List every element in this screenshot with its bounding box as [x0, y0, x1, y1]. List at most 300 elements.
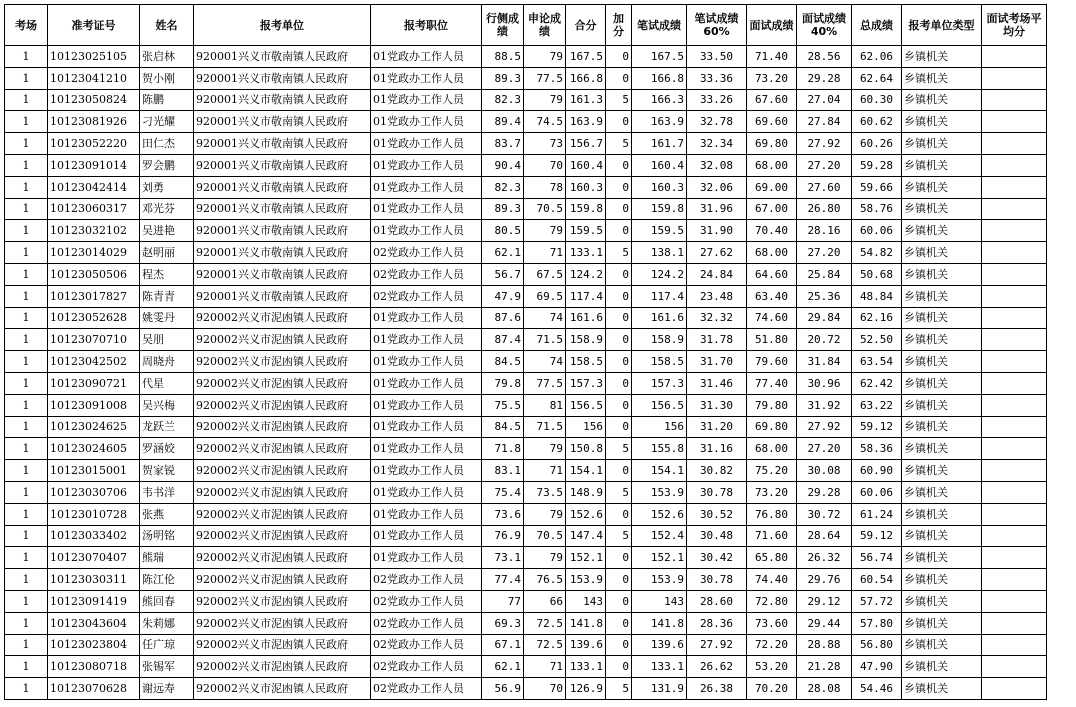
- cell-room-average: [982, 547, 1047, 569]
- header-total-score: 总成绩: [852, 5, 902, 46]
- cell-total-points: 143: [566, 590, 606, 612]
- header-unit-type: 报考单位类型: [902, 5, 982, 46]
- cell-interview-score-40: 31.92: [797, 394, 852, 416]
- cell-bonus-points: 0: [606, 176, 632, 198]
- cell-written-score: 152.6: [632, 503, 687, 525]
- cell-position: 02党政办工作人员: [371, 242, 482, 264]
- cell-admin-test-score: 62.1: [482, 656, 524, 678]
- cell-name: 周晓舟: [140, 351, 194, 373]
- cell-interview-score-40: 26.80: [797, 198, 852, 220]
- cell-written-score-60: 32.08: [687, 154, 747, 176]
- cell-admin-test-score: 67.1: [482, 634, 524, 656]
- cell-exam-room: 1: [5, 176, 48, 198]
- cell-bonus-points: 0: [606, 503, 632, 525]
- cell-exam-room: 1: [5, 154, 48, 176]
- cell-room-average: [982, 372, 1047, 394]
- cell-interview-score-40: 28.16: [797, 220, 852, 242]
- cell-unit: 920001兴义市敬南镇人民政府: [194, 67, 371, 89]
- cell-written-score-60: 23.48: [687, 285, 747, 307]
- cell-interview-score-40: 29.76: [797, 569, 852, 591]
- cell-name: 刘勇: [140, 176, 194, 198]
- cell-total-points: 153.9: [566, 569, 606, 591]
- cell-essay-score: 66: [524, 590, 566, 612]
- cell-admin-test-score: 84.5: [482, 416, 524, 438]
- cell-admin-test-score: 82.3: [482, 176, 524, 198]
- cell-total-points: 156.5: [566, 394, 606, 416]
- cell-position: 01党政办工作人员: [371, 481, 482, 503]
- table-row: [5, 329, 1047, 351]
- cell-bonus-points: 5: [606, 89, 632, 111]
- cell-written-score-60: 24.84: [687, 263, 747, 285]
- cell-written-score-60: 31.70: [687, 351, 747, 373]
- cell-written-score: 141.8: [632, 612, 687, 634]
- cell-interview-score-40: 27.84: [797, 111, 852, 133]
- cell-bonus-points: 0: [606, 220, 632, 242]
- table-row: [5, 634, 1047, 656]
- cell-interview-score-40: 30.72: [797, 503, 852, 525]
- cell-ticket-number: 10123091008: [48, 394, 140, 416]
- cell-unit-type: 乡镇机关: [902, 263, 982, 285]
- cell-total-points: 161.3: [566, 89, 606, 111]
- cell-total-points: 148.9: [566, 481, 606, 503]
- cell-written-score-60: 30.82: [687, 460, 747, 482]
- cell-ticket-number: 10123060317: [48, 198, 140, 220]
- table-row: [5, 525, 1047, 547]
- cell-name: 姚雯丹: [140, 307, 194, 329]
- cell-name: 罗涵姣: [140, 438, 194, 460]
- cell-exam-room: 1: [5, 547, 48, 569]
- cell-room-average: [982, 525, 1047, 547]
- cell-unit: 920002兴义市泥凼镇人民政府: [194, 656, 371, 678]
- cell-unit-type: 乡镇机关: [902, 67, 982, 89]
- cell-unit: 920001兴义市敬南镇人民政府: [194, 285, 371, 307]
- cell-ticket-number: 10123015001: [48, 460, 140, 482]
- cell-essay-score: 73.5: [524, 481, 566, 503]
- cell-unit-type: 乡镇机关: [902, 416, 982, 438]
- cell-interview-score: 68.00: [747, 242, 797, 264]
- cell-ticket-number: 10123081926: [48, 111, 140, 133]
- cell-admin-test-score: 90.4: [482, 154, 524, 176]
- cell-position: 01党政办工作人员: [371, 133, 482, 155]
- cell-unit: 920001兴义市敬南镇人民政府: [194, 89, 371, 111]
- cell-exam-room: 1: [5, 351, 48, 373]
- cell-total-points: 158.5: [566, 351, 606, 373]
- score-sheet: [4, 4, 1047, 700]
- cell-ticket-number: 10123070407: [48, 547, 140, 569]
- cell-exam-room: 1: [5, 394, 48, 416]
- cell-exam-room: 1: [5, 678, 48, 700]
- cell-interview-score-40: 28.88: [797, 634, 852, 656]
- cell-room-average: [982, 416, 1047, 438]
- table-row: [5, 372, 1047, 394]
- cell-total-points: 117.4: [566, 285, 606, 307]
- cell-unit: 920002兴义市泥凼镇人民政府: [194, 612, 371, 634]
- cell-room-average: [982, 656, 1047, 678]
- cell-bonus-points: 0: [606, 351, 632, 373]
- cell-written-score: 152.4: [632, 525, 687, 547]
- cell-ticket-number: 10123041210: [48, 67, 140, 89]
- cell-total-points: 161.6: [566, 307, 606, 329]
- cell-name: 田仁杰: [140, 133, 194, 155]
- cell-name: 朱莉娜: [140, 612, 194, 634]
- score-table: [4, 4, 1047, 700]
- cell-room-average: [982, 176, 1047, 198]
- table-row: [5, 590, 1047, 612]
- cell-written-score: 154.1: [632, 460, 687, 482]
- cell-ticket-number: 10123024605: [48, 438, 140, 460]
- cell-unit-type: 乡镇机关: [902, 351, 982, 373]
- cell-bonus-points: 5: [606, 678, 632, 700]
- cell-name: 吴朋: [140, 329, 194, 351]
- cell-total-score: 60.90: [852, 460, 902, 482]
- cell-room-average: [982, 329, 1047, 351]
- cell-written-score-60: 27.62: [687, 242, 747, 264]
- cell-total-score: 50.68: [852, 263, 902, 285]
- cell-name: 汤明铭: [140, 525, 194, 547]
- cell-unit: 920002兴义市泥凼镇人民政府: [194, 394, 371, 416]
- cell-interview-score-40: 21.28: [797, 656, 852, 678]
- cell-exam-room: 1: [5, 220, 48, 242]
- cell-interview-score: 71.60: [747, 525, 797, 547]
- cell-name: 龙跃兰: [140, 416, 194, 438]
- cell-total-score: 57.80: [852, 612, 902, 634]
- cell-essay-score: 79: [524, 89, 566, 111]
- cell-exam-room: 1: [5, 460, 48, 482]
- cell-written-score-60: 30.52: [687, 503, 747, 525]
- cell-interview-score: 65.80: [747, 547, 797, 569]
- cell-total-points: 152.1: [566, 547, 606, 569]
- cell-written-score: 124.2: [632, 263, 687, 285]
- cell-admin-test-score: 89.3: [482, 198, 524, 220]
- header-exam-room: 考场: [5, 5, 48, 46]
- cell-unit-type: 乡镇机关: [902, 525, 982, 547]
- cell-unit-type: 乡镇机关: [902, 394, 982, 416]
- cell-written-score-60: 31.30: [687, 394, 747, 416]
- cell-total-points: 159.5: [566, 220, 606, 242]
- cell-unit: 920001兴义市敬南镇人民政府: [194, 46, 371, 68]
- header-row: [5, 5, 1047, 46]
- cell-unit: 920002兴义市泥凼镇人民政府: [194, 438, 371, 460]
- cell-essay-score: 74: [524, 351, 566, 373]
- cell-room-average: [982, 678, 1047, 700]
- cell-interview-score-40: 27.04: [797, 89, 852, 111]
- cell-total-points: 124.2: [566, 263, 606, 285]
- table-row: [5, 111, 1047, 133]
- cell-essay-score: 77.5: [524, 67, 566, 89]
- cell-name: 邓光芬: [140, 198, 194, 220]
- cell-position: 01党政办工作人员: [371, 67, 482, 89]
- cell-interview-score-40: 27.60: [797, 176, 852, 198]
- cell-interview-score-40: 28.56: [797, 46, 852, 68]
- cell-written-score-60: 28.60: [687, 590, 747, 612]
- cell-essay-score: 70.5: [524, 198, 566, 220]
- cell-ticket-number: 10123032102: [48, 220, 140, 242]
- cell-total-score: 61.24: [852, 503, 902, 525]
- cell-ticket-number: 10123091014: [48, 154, 140, 176]
- table-row: [5, 438, 1047, 460]
- table-header: [5, 5, 1047, 46]
- cell-bonus-points: 0: [606, 656, 632, 678]
- cell-admin-test-score: 69.3: [482, 612, 524, 634]
- table-row: [5, 394, 1047, 416]
- cell-interview-score: 71.40: [747, 46, 797, 68]
- cell-room-average: [982, 111, 1047, 133]
- cell-unit-type: 乡镇机关: [902, 569, 982, 591]
- cell-room-average: [982, 590, 1047, 612]
- cell-exam-room: 1: [5, 416, 48, 438]
- cell-unit-type: 乡镇机关: [902, 285, 982, 307]
- cell-written-score: 166.8: [632, 67, 687, 89]
- cell-interview-score-40: 28.08: [797, 678, 852, 700]
- cell-interview-score-40: 29.12: [797, 590, 852, 612]
- cell-position: 02党政办工作人员: [371, 263, 482, 285]
- cell-position: 02党政办工作人员: [371, 285, 482, 307]
- cell-essay-score: 79: [524, 503, 566, 525]
- cell-interview-score-40: 27.20: [797, 242, 852, 264]
- table-row: [5, 307, 1047, 329]
- cell-unit: 920002兴义市泥凼镇人民政府: [194, 372, 371, 394]
- cell-total-points: 133.1: [566, 242, 606, 264]
- cell-unit-type: 乡镇机关: [902, 590, 982, 612]
- cell-admin-test-score: 62.1: [482, 242, 524, 264]
- cell-written-score: 161.6: [632, 307, 687, 329]
- header-room-average: 面试考场平均分: [982, 5, 1047, 46]
- cell-name: 熊瑞: [140, 547, 194, 569]
- cell-essay-score: 71: [524, 656, 566, 678]
- table-row: [5, 263, 1047, 285]
- cell-name: 赵明丽: [140, 242, 194, 264]
- cell-unit: 920002兴义市泥凼镇人民政府: [194, 503, 371, 525]
- table-row: [5, 351, 1047, 373]
- cell-room-average: [982, 460, 1047, 482]
- cell-essay-score: 77.5: [524, 372, 566, 394]
- header-ticket-number: 准考证号: [48, 5, 140, 46]
- cell-bonus-points: 5: [606, 133, 632, 155]
- cell-unit: 920001兴义市敬南镇人民政府: [194, 176, 371, 198]
- cell-room-average: [982, 503, 1047, 525]
- cell-unit-type: 乡镇机关: [902, 89, 982, 111]
- table-row: [5, 133, 1047, 155]
- cell-ticket-number: 10123043604: [48, 612, 140, 634]
- cell-interview-score-40: 20.72: [797, 329, 852, 351]
- cell-interview-score-40: 29.44: [797, 612, 852, 634]
- table-body: [5, 46, 1047, 700]
- cell-name: 吴进艳: [140, 220, 194, 242]
- cell-total-points: 166.8: [566, 67, 606, 89]
- header-essay-score: 申论成绩: [524, 5, 566, 46]
- cell-exam-room: 1: [5, 503, 48, 525]
- cell-position: 01党政办工作人员: [371, 307, 482, 329]
- cell-total-score: 59.28: [852, 154, 902, 176]
- cell-essay-score: 74: [524, 307, 566, 329]
- cell-written-score: 160.3: [632, 176, 687, 198]
- cell-ticket-number: 10123024625: [48, 416, 140, 438]
- table-row: [5, 89, 1047, 111]
- cell-written-score: 131.9: [632, 678, 687, 700]
- cell-interview-score-40: 26.32: [797, 547, 852, 569]
- cell-unit-type: 乡镇机关: [902, 198, 982, 220]
- cell-written-score: 161.7: [632, 133, 687, 155]
- cell-written-score-60: 33.36: [687, 67, 747, 89]
- cell-total-score: 63.54: [852, 351, 902, 373]
- cell-room-average: [982, 198, 1047, 220]
- cell-unit: 920002兴义市泥凼镇人民政府: [194, 590, 371, 612]
- cell-bonus-points: 0: [606, 569, 632, 591]
- cell-ticket-number: 10123033402: [48, 525, 140, 547]
- cell-bonus-points: 0: [606, 67, 632, 89]
- cell-written-score: 153.9: [632, 481, 687, 503]
- cell-bonus-points: 0: [606, 394, 632, 416]
- cell-written-score: 157.3: [632, 372, 687, 394]
- cell-written-score-60: 31.20: [687, 416, 747, 438]
- cell-name: 谢远寿: [140, 678, 194, 700]
- cell-room-average: [982, 481, 1047, 503]
- cell-name: 张燕: [140, 503, 194, 525]
- cell-ticket-number: 10123017827: [48, 285, 140, 307]
- cell-bonus-points: 0: [606, 111, 632, 133]
- cell-exam-room: 1: [5, 634, 48, 656]
- cell-interview-score: 77.40: [747, 372, 797, 394]
- table-row: [5, 481, 1047, 503]
- table-row: [5, 154, 1047, 176]
- cell-ticket-number: 10123042414: [48, 176, 140, 198]
- cell-essay-score: 74.5: [524, 111, 566, 133]
- cell-essay-score: 70: [524, 154, 566, 176]
- cell-room-average: [982, 612, 1047, 634]
- cell-essay-score: 70: [524, 678, 566, 700]
- cell-position: 01党政办工作人员: [371, 503, 482, 525]
- cell-room-average: [982, 154, 1047, 176]
- cell-exam-room: 1: [5, 242, 48, 264]
- cell-admin-test-score: 79.8: [482, 372, 524, 394]
- cell-written-score: 167.5: [632, 46, 687, 68]
- cell-admin-test-score: 87.4: [482, 329, 524, 351]
- cell-position: 01党政办工作人员: [371, 416, 482, 438]
- cell-unit: 920001兴义市敬南镇人民政府: [194, 111, 371, 133]
- cell-name: 贺家锐: [140, 460, 194, 482]
- cell-position: 01党政办工作人员: [371, 547, 482, 569]
- cell-unit: 920001兴义市敬南镇人民政府: [194, 133, 371, 155]
- cell-unit: 920002兴义市泥凼镇人民政府: [194, 547, 371, 569]
- cell-admin-test-score: 56.9: [482, 678, 524, 700]
- cell-unit-type: 乡镇机关: [902, 176, 982, 198]
- cell-interview-score: 67.00: [747, 198, 797, 220]
- cell-unit-type: 乡镇机关: [902, 329, 982, 351]
- cell-total-points: 147.4: [566, 525, 606, 547]
- table-row: [5, 220, 1047, 242]
- cell-total-points: 156.7: [566, 133, 606, 155]
- cell-interview-score: 69.00: [747, 176, 797, 198]
- cell-written-score-60: 33.26: [687, 89, 747, 111]
- cell-interview-score-40: 27.92: [797, 133, 852, 155]
- cell-position: 01党政办工作人员: [371, 525, 482, 547]
- cell-unit-type: 乡镇机关: [902, 154, 982, 176]
- cell-interview-score-40: 31.84: [797, 351, 852, 373]
- cell-admin-test-score: 83.7: [482, 133, 524, 155]
- cell-interview-score: 67.60: [747, 89, 797, 111]
- cell-unit: 920002兴义市泥凼镇人民政府: [194, 329, 371, 351]
- cell-written-score-60: 32.34: [687, 133, 747, 155]
- cell-room-average: [982, 634, 1047, 656]
- cell-position: 01党政办工作人员: [371, 154, 482, 176]
- cell-written-score: 153.9: [632, 569, 687, 591]
- cell-admin-test-score: 82.3: [482, 89, 524, 111]
- cell-ticket-number: 10123091419: [48, 590, 140, 612]
- cell-written-score-60: 30.78: [687, 569, 747, 591]
- cell-interview-score: 73.60: [747, 612, 797, 634]
- cell-admin-test-score: 80.5: [482, 220, 524, 242]
- cell-admin-test-score: 47.9: [482, 285, 524, 307]
- cell-interview-score: 69.80: [747, 133, 797, 155]
- cell-ticket-number: 10123042502: [48, 351, 140, 373]
- cell-total-score: 60.30: [852, 89, 902, 111]
- cell-total-points: 167.5: [566, 46, 606, 68]
- cell-unit-type: 乡镇机关: [902, 242, 982, 264]
- cell-name: 韦书洋: [140, 481, 194, 503]
- cell-ticket-number: 10123023804: [48, 634, 140, 656]
- cell-bonus-points: 0: [606, 634, 632, 656]
- cell-unit: 920002兴义市泥凼镇人民政府: [194, 678, 371, 700]
- cell-bonus-points: 0: [606, 460, 632, 482]
- cell-total-score: 48.84: [852, 285, 902, 307]
- cell-position: 01党政办工作人员: [371, 111, 482, 133]
- cell-unit: 920002兴义市泥凼镇人民政府: [194, 525, 371, 547]
- cell-unit-type: 乡镇机关: [902, 678, 982, 700]
- cell-total-score: 59.12: [852, 525, 902, 547]
- cell-exam-room: 1: [5, 525, 48, 547]
- cell-essay-score: 72.5: [524, 612, 566, 634]
- cell-total-score: 58.76: [852, 198, 902, 220]
- cell-essay-score: 69.5: [524, 285, 566, 307]
- cell-interview-score: 51.80: [747, 329, 797, 351]
- cell-interview-score: 68.00: [747, 438, 797, 460]
- cell-written-score-60: 30.78: [687, 481, 747, 503]
- cell-bonus-points: 0: [606, 612, 632, 634]
- cell-bonus-points: 5: [606, 525, 632, 547]
- cell-total-points: 157.3: [566, 372, 606, 394]
- cell-unit: 920001兴义市敬南镇人民政府: [194, 220, 371, 242]
- cell-unit-type: 乡镇机关: [902, 612, 982, 634]
- cell-bonus-points: 0: [606, 372, 632, 394]
- cell-written-score-60: 28.36: [687, 612, 747, 634]
- cell-written-score: 158.5: [632, 351, 687, 373]
- cell-written-score-60: 31.96: [687, 198, 747, 220]
- cell-written-score: 156: [632, 416, 687, 438]
- cell-bonus-points: 5: [606, 481, 632, 503]
- cell-interview-score-40: 27.20: [797, 438, 852, 460]
- cell-written-score: 155.8: [632, 438, 687, 460]
- cell-essay-score: 72.5: [524, 634, 566, 656]
- cell-admin-test-score: 56.7: [482, 263, 524, 285]
- cell-exam-room: 1: [5, 89, 48, 111]
- cell-admin-test-score: 89.4: [482, 111, 524, 133]
- cell-unit: 920002兴义市泥凼镇人民政府: [194, 569, 371, 591]
- cell-essay-score: 76.5: [524, 569, 566, 591]
- cell-unit-type: 乡镇机关: [902, 547, 982, 569]
- cell-ticket-number: 10123090721: [48, 372, 140, 394]
- cell-exam-room: 1: [5, 372, 48, 394]
- cell-admin-test-score: 77.4: [482, 569, 524, 591]
- cell-admin-test-score: 71.8: [482, 438, 524, 460]
- cell-unit-type: 乡镇机关: [902, 307, 982, 329]
- cell-total-points: 156: [566, 416, 606, 438]
- table-row: [5, 285, 1047, 307]
- cell-total-points: 150.8: [566, 438, 606, 460]
- cell-interview-score-40: 29.28: [797, 481, 852, 503]
- cell-written-score: 160.4: [632, 154, 687, 176]
- cell-interview-score: 63.40: [747, 285, 797, 307]
- cell-essay-score: 70.5: [524, 525, 566, 547]
